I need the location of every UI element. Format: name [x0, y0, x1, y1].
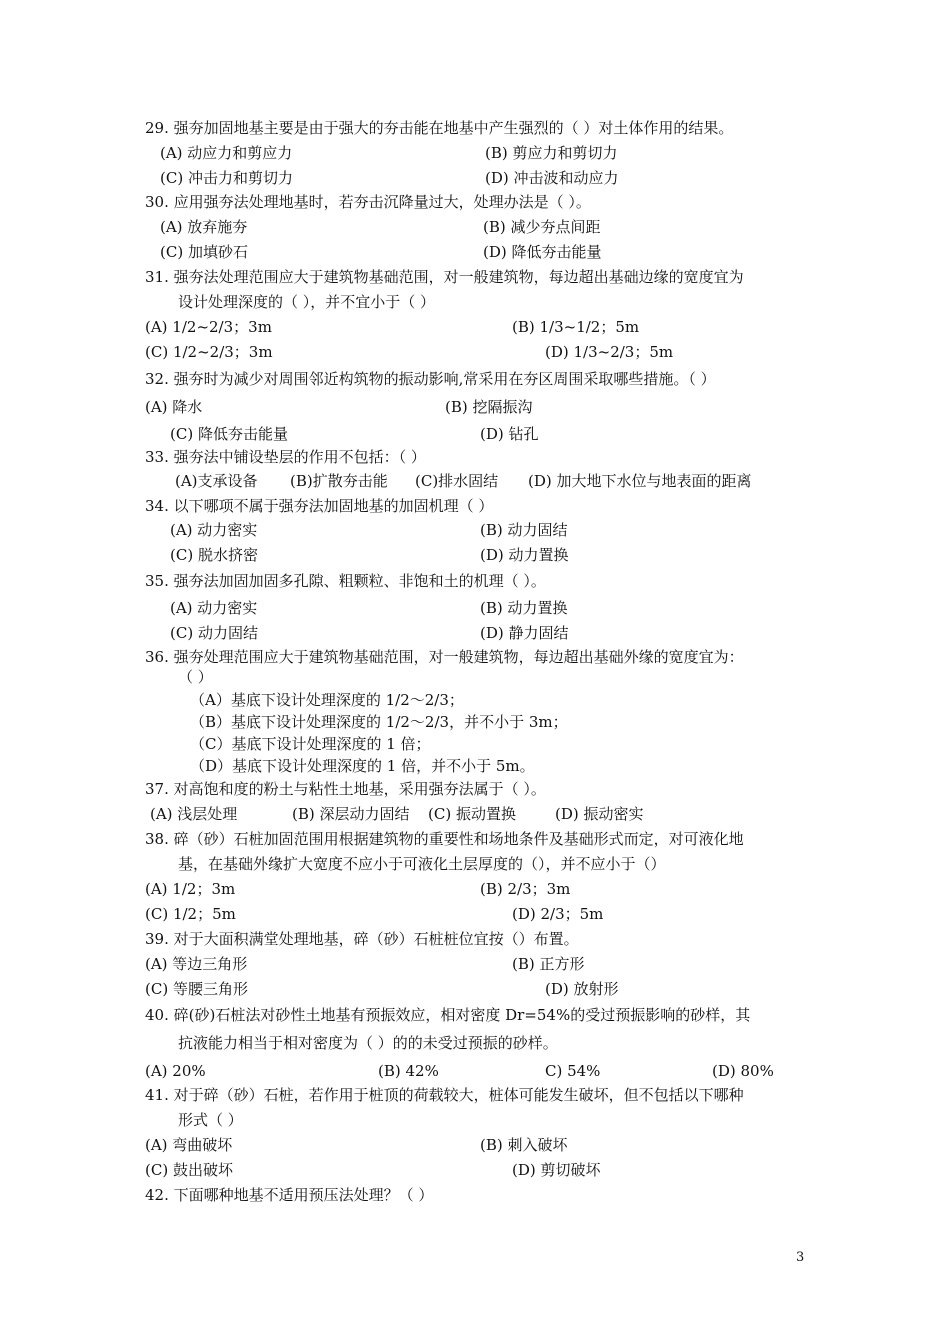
question-30-option-b: (B) 减少夯点间距	[483, 218, 601, 236]
question-37-option-b: (B) 深层动力固结	[292, 805, 410, 823]
question-35-option-c: (C) 动力固结	[170, 624, 258, 642]
question-32-stem: 32. 强夯时为减少对周围邻近构筑物的振动影响,常采用在夯区周围采取哪些措施。（ ）	[145, 370, 716, 388]
question-39-stem: 39. 对于大面积满堂处理地基，碎（砂）石桩桩位宜按（）布置。	[145, 930, 579, 948]
question-30-option-a: (A) 放弃施夯	[160, 218, 248, 236]
question-38-option-c: (C) 1/2；5m	[145, 905, 236, 923]
question-35-stem: 35. 强夯法加固加固多孔隙、粗颗粒、非饱和土的机理（ ）。	[145, 572, 546, 590]
question-31-option-b: (B) 1/3~1/2；5m	[512, 318, 640, 336]
question-29-option-d: (D) 冲击波和动应力	[485, 169, 619, 187]
question-41-stem-line2: 形式（ ）	[178, 1111, 243, 1129]
question-39-option-c: (C) 等腰三角形	[145, 980, 248, 998]
question-39-option-b: (B) 正方形	[512, 955, 585, 973]
question-33-option-c: (C)排水固结	[415, 472, 499, 490]
question-34-option-c: (C) 脱水挤密	[170, 546, 258, 564]
question-34-option-b: (B) 动力固结	[480, 521, 568, 539]
question-41-option-a: (A) 弯曲破坏	[145, 1136, 233, 1154]
question-36-stem-line2: （ ）	[178, 668, 213, 686]
question-39-option-a: (A) 等边三角形	[145, 955, 248, 973]
question-33-option-d: (D) 加大地下水位与地表面的距离	[528, 472, 752, 490]
question-35-option-a: (A) 动力密实	[170, 599, 258, 617]
question-32-option-b: (B) 挖隔振沟	[445, 398, 533, 416]
question-37-stem: 37. 对高饱和度的粉土与粘性土地基，采用强夯法属于（ ）。	[145, 780, 546, 798]
question-38-option-d: (D) 2/3；5m	[512, 905, 604, 923]
question-32-option-c: (C) 降低夯击能量	[170, 425, 288, 443]
question-29-option-b: (B) 剪应力和剪切力	[485, 144, 618, 162]
question-40-option-a: (A) 20%	[145, 1062, 206, 1080]
question-36-option-a: （A）基底下设计处理深度的 1/2～2/3；	[190, 691, 464, 709]
question-31-stem-line2: 设计处理深度的（ ），并不宜小于（ ）	[178, 293, 436, 311]
question-29-stem: 29. 强夯加固地基主要是由于强大的夯击能在地基中产生强烈的（ ）对土体作用的结果。	[145, 119, 734, 137]
question-40-stem-line2: 抗液能力相当于相对密度为（ ）的的未受过预振的砂样。	[178, 1034, 558, 1052]
question-34-option-a: (A) 动力密实	[170, 521, 258, 539]
question-31-option-a: (A) 1/2~2/3；3m	[145, 318, 272, 336]
question-32-option-d: (D) 钻孔	[480, 425, 539, 443]
question-36-option-d: （D）基底下设计处理深度的 1 倍，并不小于 5m。	[190, 757, 535, 775]
question-30-option-c: (C) 加填砂石	[160, 243, 248, 261]
question-42-stem: 42. 下面哪种地基不适用预压法处理？（ ）	[145, 1186, 434, 1204]
question-29-option-a: (A) 动应力和剪应力	[160, 144, 293, 162]
question-33-option-b: (B)扩散夯击能	[290, 472, 388, 490]
question-40-option-d: (D) 80%	[712, 1062, 774, 1080]
question-41-option-b: (B) 刺入破坏	[480, 1136, 568, 1154]
question-38-option-a: (A) 1/2；3m	[145, 880, 236, 898]
question-40-option-b: (B) 42%	[378, 1062, 439, 1080]
page-number: 3	[796, 1250, 805, 1265]
question-36-option-c: （C）基底下设计处理深度的 1 倍；	[190, 735, 431, 753]
question-38-stem-line1: 38. 碎（砂）石桩加固范围用根据建筑物的重要性和场地条件及基础形式而定，对可液化地	[145, 830, 744, 848]
question-37-option-c: (C) 振动置换	[428, 805, 516, 823]
question-37-option-a: (A) 浅层处理	[150, 805, 238, 823]
question-32-option-a: (A) 降水	[145, 398, 203, 416]
question-40-stem-line1: 40. 碎(砂)石桩法对砂性土地基有预振效应，相对密度 Dr=54%的受过预振影响的砂样，其	[145, 1006, 751, 1024]
question-41-stem-line1: 41. 对于碎（砂）石桩，若作用于桩顶的荷载较大，桩体可能发生破坏，但不包括以下哪种	[145, 1086, 744, 1104]
question-30-stem: 30. 应用强夯法处理地基时，若夯击沉降量过大，处理办法是（ ）。	[145, 193, 591, 211]
question-38-option-b: (B) 2/3；3m	[480, 880, 571, 898]
question-38-stem-line2: 基，在基础外缘扩大宽度不应小于可液化土层厚度的（），并不应小于（）	[178, 855, 666, 873]
question-30-option-d: (D) 降低夯击能量	[483, 243, 602, 261]
question-40-option-c: C) 54%	[545, 1062, 601, 1080]
question-37-option-d: (D) 振动密实	[555, 805, 644, 823]
question-31-stem-line1: 31. 强夯法处理范围应大于建筑物基础范围，对一般建筑物，每边超出基础边缘的宽度宜为	[145, 268, 744, 286]
question-29-option-c: (C) 冲击力和剪切力	[160, 169, 293, 187]
question-34-stem: 34. 以下哪项不属于强夯法加固地基的加固机理（ ）	[145, 497, 494, 515]
question-41-option-d: (D) 剪切破坏	[512, 1161, 601, 1179]
question-35-option-b: (B) 动力置换	[480, 599, 568, 617]
question-31-option-c: (C) 1/2~2/3；3m	[145, 343, 273, 361]
question-39-option-d: (D) 放射形	[545, 980, 619, 998]
question-36-option-b: （B）基底下设计处理深度的 1/2～2/3，并不小于 3m；	[190, 713, 568, 731]
question-33-stem: 33. 强夯法中铺设垫层的作用不包括：（ ）	[145, 448, 426, 466]
question-34-option-d: (D) 动力置换	[480, 546, 569, 564]
question-31-option-d: (D) 1/3~2/3；5m	[545, 343, 674, 361]
question-33-option-a: (A)支承设备	[175, 472, 258, 490]
question-41-option-c: (C) 鼓出破坏	[145, 1161, 233, 1179]
question-36-stem-line1: 36. 强夯处理范围应大于建筑物基础范围，对一般建筑物，每边超出基础外缘的宽度宜为：	[145, 648, 744, 666]
question-35-option-d: (D) 静力固结	[480, 624, 569, 642]
